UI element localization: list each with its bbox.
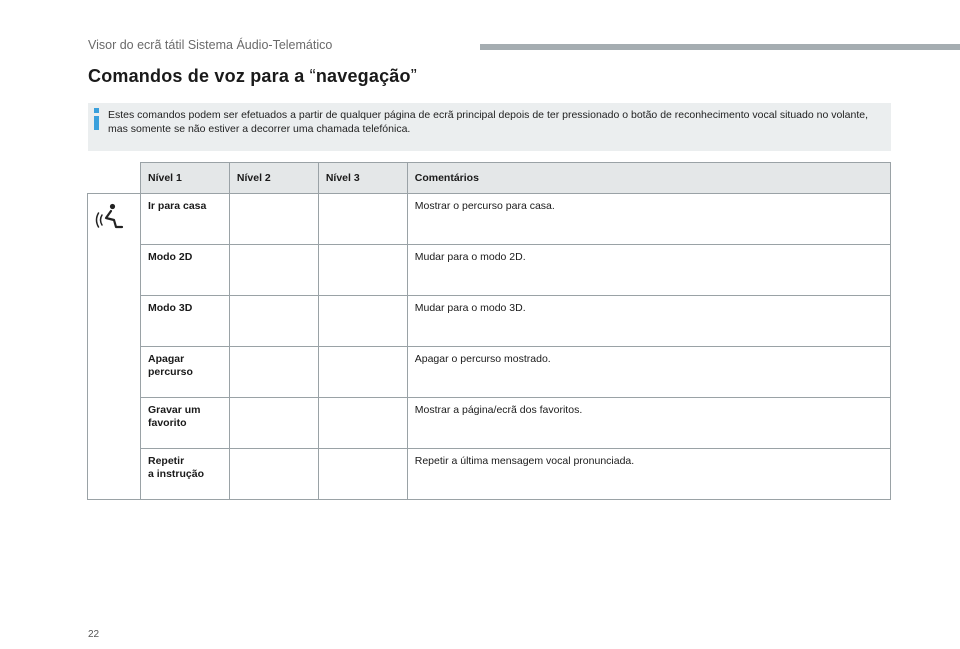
cell-level3 xyxy=(318,296,407,347)
voice-command-cell xyxy=(88,194,141,500)
open-quote: “ xyxy=(309,66,316,86)
table-row xyxy=(88,194,891,245)
table-header-level1: Nível 1 xyxy=(140,163,229,194)
table-header-comments: Comentários xyxy=(407,163,890,194)
voice-command-icon xyxy=(95,202,125,232)
table-row xyxy=(88,347,891,398)
table-header-level3: Nível 3 xyxy=(318,163,407,194)
info-box xyxy=(88,103,891,151)
info-icon xyxy=(93,108,101,130)
cell-level1: Modo 3D xyxy=(140,296,229,347)
cell-comment: Mudar para o modo 2D. xyxy=(407,245,890,296)
page-title-emphasis: navegação xyxy=(315,66,411,86)
page-title xyxy=(88,66,417,87)
running-header: Visor do ecrã tátil Sistema Áudio-Telemático xyxy=(88,38,333,52)
cell-level2 xyxy=(229,296,318,347)
cell-level2 xyxy=(229,347,318,398)
cell-level3 xyxy=(318,449,407,500)
table-row xyxy=(88,296,891,347)
cell-level3 xyxy=(318,347,407,398)
cell-level1: Apagar percurso xyxy=(140,347,229,398)
cell-comment: Apagar o percurso mostrado. xyxy=(407,347,890,398)
cell-level2 xyxy=(229,449,318,500)
table-header-blank xyxy=(88,163,141,194)
table-row xyxy=(88,245,891,296)
table-row xyxy=(88,449,891,500)
table-row xyxy=(88,398,891,449)
cell-comment: Mostrar o percurso para casa. xyxy=(407,194,890,245)
voice-commands-table xyxy=(87,162,891,500)
info-text: Estes comandos podem ser efetuados a partir de qualquer página de ecrã principal depois de ter pressionado o botão de reconhecimento vocal situado no volante, mas somente se não estiver a decorrer uma chamada telefónica. xyxy=(108,109,868,135)
header-bar xyxy=(480,44,960,50)
cell-level2 xyxy=(229,398,318,449)
cell-comment: Repetir a última mensagem vocal pronunciada. xyxy=(407,449,890,500)
cell-level1: Modo 2D xyxy=(140,245,229,296)
cell-level3 xyxy=(318,245,407,296)
cell-level1: Repetir a instrução xyxy=(140,449,229,500)
cell-level1: Gravar um favorito xyxy=(140,398,229,449)
close-quote: ” xyxy=(410,66,417,86)
cell-comment: Mudar para o modo 3D. xyxy=(407,296,890,347)
cell-comment: Mostrar a página/ecrã dos favoritos. xyxy=(407,398,890,449)
page-title-main: Comandos de voz para a xyxy=(88,66,310,86)
cell-level2 xyxy=(229,245,318,296)
cell-level2 xyxy=(229,194,318,245)
table-header-level2: Nível 2 xyxy=(229,163,318,194)
table-header-row xyxy=(88,163,891,194)
cell-level1: Ir para casa xyxy=(140,194,229,245)
page-number: 22 xyxy=(88,629,100,640)
cell-level3 xyxy=(318,194,407,245)
cell-level3 xyxy=(318,398,407,449)
